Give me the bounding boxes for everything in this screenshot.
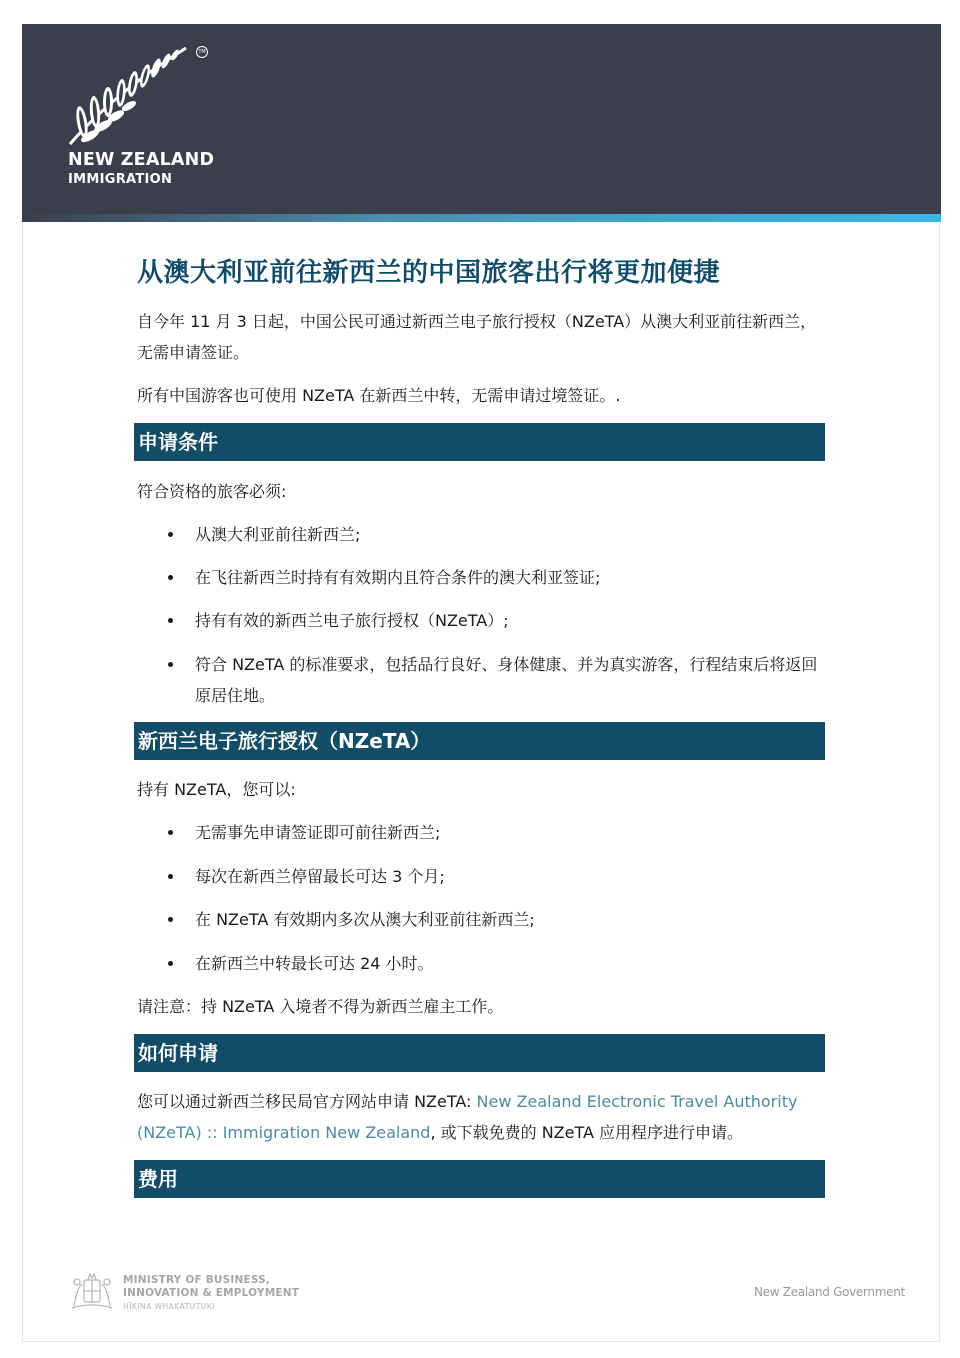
list-item-text: 从澳大利亚前往新西兰; (195, 525, 361, 544)
intro-paragraph-1: 自今年 11 月 3 日起，中国公民可通过新西兰电子旅行授权（NZeTA）从澳大利亚前往新西兰，无需申请签证。 (137, 312, 817, 362)
header-accent-stripe (22, 214, 941, 222)
list-item-text: 在飞往新西兰时持有有效期内且符合条件的澳大利亚签证; (195, 568, 601, 587)
brand-name: NEW ZEALAND (68, 150, 215, 170)
list-item-text: 每次在新西兰停留最长可达 3 个月; (195, 867, 445, 886)
bullet-icon (168, 830, 173, 835)
nz-government-logo: New Zealand Government (754, 1285, 905, 1299)
section-heading-fees: 费用 (134, 1160, 825, 1198)
silver-fern-icon (66, 44, 191, 149)
list-item-text: 无需事先申请签证即可前往新西兰; (195, 823, 441, 842)
list-item-text: 在 NZeTA 有效期内多次从澳大利亚前往新西兰; (195, 910, 535, 929)
bullet-icon (168, 874, 173, 879)
section-heading-apply: 如何申请 (134, 1034, 825, 1072)
apply-text-before: 您可以通过新西兰移民局官方网站申请 NZeTA: (137, 1092, 477, 1111)
nz-coat-of-arms-icon (68, 1270, 116, 1314)
section-heading-nzeta: 新西兰电子旅行授权（NZeTA） (134, 722, 825, 760)
bullet-icon (168, 917, 173, 922)
intro-paragraph-2: 所有中国游客也可使用 NZeTA 在新西兰中转，无需申请过境签证。. (137, 386, 621, 405)
bullet-icon (168, 618, 173, 623)
brand-subname: IMMIGRATION (68, 172, 173, 187)
bullet-icon (168, 662, 173, 667)
page-title: 从澳大利亚前往新西兰的中国旅客出行将更加便捷 (137, 258, 721, 288)
nzeta-note: 请注意：持 NZeTA 入境者不得为新西兰雇主工作。 (137, 997, 504, 1016)
trademark-mark: TM (196, 46, 208, 58)
apply-text-after: , 或下载免费的 NZeTA 应用程序进行申请。 (430, 1123, 744, 1142)
bullet-icon (168, 575, 173, 580)
ministry-name-line2: INNOVATION & EMPLOYMENT (123, 1287, 300, 1299)
bullet-icon (168, 961, 173, 966)
nzeta-lead: 持有 NZeTA，您可以: (137, 780, 296, 799)
bullet-icon (168, 532, 173, 537)
ministry-maori-name: HĪKINA WHAKATUTUKI (123, 1302, 215, 1311)
nzeta-website-link[interactable]: New Zealand Electronic Travel Authority (NZeTA) :: Immigration New Zealand (137, 1092, 798, 1142)
list-item-text: 持有有效的新西兰电子旅行授权（NZeTA）; (195, 611, 509, 630)
eligibility-lead: 符合资格的旅客必须: (137, 482, 287, 501)
list-item-text: 在新西兰中转最长可达 24 小时。 (195, 954, 434, 973)
list-item-text: 符合 NZeTA 的标准要求，包括品行良好、身体健康、并为真实游客，行程结束后将返回原居住地。 (195, 655, 818, 705)
section-heading-eligibility: 申请条件 (134, 423, 825, 461)
apply-paragraph (137, 1086, 827, 1148)
ministry-name-line1: MINISTRY OF BUSINESS, (123, 1274, 271, 1286)
